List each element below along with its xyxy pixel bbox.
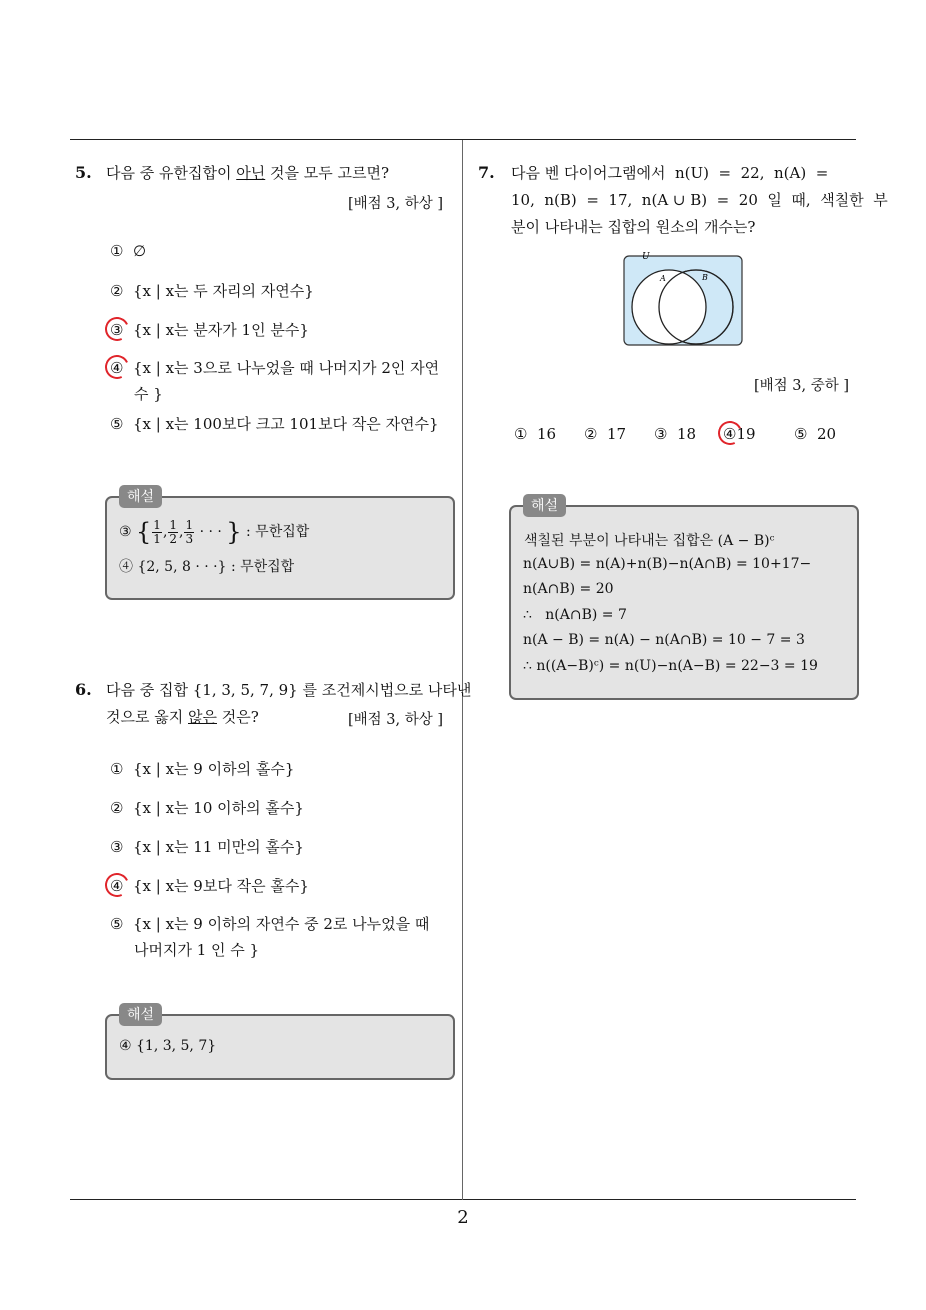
option-number: ④ [110, 359, 124, 377]
fraction-denominator: 3 [185, 531, 194, 546]
option-text: {x | x는 3으로 나누었을 때 나머지가 2인 자연 [133, 359, 440, 377]
option-number: ② [110, 799, 124, 817]
solution-line: n(A∪B) = n(A)+n(B)−n(A∩B) = 10+17− [523, 556, 812, 572]
option-number: ② [584, 425, 598, 443]
option-number: ⑤ [110, 415, 124, 433]
venn-label-b: B [702, 273, 708, 282]
question-number: 6. [75, 680, 92, 699]
option-number: ⑤ [110, 915, 124, 933]
option-text: {x | x는 9 이하의 자연수 중 2로 나누었을 때 [133, 915, 430, 933]
fraction-numerator: 1 [185, 517, 194, 532]
option-text: {x | x는 9 이하의 홀수} [133, 760, 295, 778]
question-text [106, 704, 259, 731]
venn-diagram [622, 250, 746, 348]
option-number: ④ [723, 425, 737, 443]
option-3[interactable] [110, 834, 304, 860]
option-2[interactable] [110, 278, 314, 304]
solution-line: ∴ n(A∩B) = 7 [523, 607, 627, 623]
option-number: ④ [110, 877, 124, 895]
score-label: [배점 3, 하상 ] [348, 196, 444, 212]
option-text: 17 [607, 425, 627, 443]
option-5[interactable] [110, 411, 439, 437]
option-number: ① [110, 242, 124, 260]
question-text: 10, n(B) = 17, n(A ∪ B) = 20 일 때, 색칠한 부 [511, 191, 888, 209]
option-2[interactable] [110, 795, 304, 821]
solution-line: ④ {1, 3, 5, 7} [119, 1038, 217, 1054]
option-text: {x | x는 10 이하의 홀수} [133, 799, 304, 817]
fraction-denominator: 2 [169, 531, 178, 546]
option-text: 수 } [134, 385, 163, 403]
option-number: ① [514, 425, 528, 443]
solution-line: ∴ n((A−B)ᶜ) = n(U)−n(A−B) = 22−3 = 19 [523, 658, 818, 674]
option-text: {x | x는 두 자리의 자연수} [133, 282, 314, 300]
option-text: {x | x는 분자가 1인 분수} [133, 321, 309, 339]
question-text: 분이 나타내는 집합의 원소의 개수는? [511, 218, 756, 236]
option-text: 나머지가 1 인 수 } [134, 941, 260, 959]
option-4[interactable] [110, 355, 439, 381]
page-number: 2 [457, 1207, 469, 1228]
solution-line: n(A − B) = n(A) − n(A∩B) = 10 − 7 = 3 [523, 632, 805, 648]
solution-box [105, 1007, 455, 1080]
question-text-part: 것으로 옳지 [106, 708, 188, 726]
option-text: 16 [537, 425, 557, 443]
score-label: [배점 3, 중하 ] [754, 378, 850, 394]
option-1[interactable] [110, 756, 294, 782]
solution-text: : 무한집합 [241, 524, 310, 540]
venn-label-u: U [642, 252, 650, 262]
solution-tag: 해설 [119, 485, 162, 508]
option-5[interactable] [110, 911, 429, 937]
fraction [168, 519, 178, 546]
option-4[interactable] [110, 873, 309, 899]
question-text-part: 것은? [216, 708, 259, 726]
option-2[interactable] [584, 421, 626, 447]
question-text-underlined: 않은 [188, 708, 217, 726]
fraction-numerator: 1 [169, 517, 178, 532]
bottom-rule [70, 1199, 856, 1200]
solution-tag: 해설 [523, 494, 566, 517]
option-3[interactable] [654, 421, 696, 447]
question-text-part: 다음 중 유한집합이 [106, 164, 237, 182]
option-text: {x | x는 9보다 작은 홀수} [133, 877, 309, 895]
option-number: ① [110, 760, 124, 778]
option-1[interactable] [514, 421, 556, 447]
option-number: ③ [110, 838, 124, 856]
question-text: 다음 중 집합 {1, 3, 5, 7, 9} 를 조건제시법으로 나타낸 [106, 681, 472, 699]
option-1[interactable] [110, 238, 146, 264]
solution-line: 색칠된 부분이 나타내는 집합은 (A − B)ᶜ [524, 533, 775, 549]
fraction-denominator: 1 [153, 531, 161, 546]
option-text: 18 [677, 425, 697, 443]
option-number: ② [110, 282, 124, 300]
question-number: 5. [75, 163, 92, 182]
question-text [106, 160, 389, 187]
solution-line: n(A∩B) = 20 [523, 581, 614, 597]
column-divider [462, 140, 463, 1200]
fraction-numerator: 1 [153, 517, 161, 532]
option-text: 20 [817, 425, 837, 443]
option-text: {x | x는 100보다 크고 101보다 작은 자연수} [133, 415, 439, 433]
fraction [152, 519, 162, 546]
score-label: [배점 3, 하상 ] [348, 712, 444, 728]
option-3[interactable] [110, 317, 309, 343]
brace: } [226, 518, 242, 546]
question-text: 다음 벤 다이어그램에서 n(U) = 22, n(A) = [511, 164, 829, 182]
question-text-part: 것을 모두 고르면? [265, 164, 389, 182]
option-4-continued [134, 381, 163, 407]
question-number: 7. [478, 163, 495, 182]
option-number: ⑤ [794, 425, 808, 443]
solution-line: ③ { $\frac{1}{1}$ , $\frac{1}{2}$ , $\frac{1}{3}$ · · · } : 무한집합 [119, 517, 310, 546]
option-5-continued [134, 937, 259, 963]
solution-box [105, 489, 455, 600]
option-text: {x | x는 11 미만의 홀수} [133, 838, 304, 856]
solution-text: ③ [119, 524, 132, 540]
option-text: 19 [736, 425, 756, 443]
option-5[interactable] [794, 421, 836, 447]
option-number: ③ [654, 425, 668, 443]
top-rule [70, 139, 856, 140]
option-number: ③ [110, 321, 124, 339]
question-text-underlined: 아닌 [236, 164, 266, 182]
solution-box [509, 498, 859, 700]
fraction [184, 519, 194, 546]
solution-line: ④ {2, 5, 8 · · ·} : 무한집합 [119, 559, 295, 575]
venn-label-a: A [660, 274, 666, 283]
solution-tag: 해설 [119, 1003, 162, 1026]
brace: { [136, 518, 152, 546]
option-text: ∅ [133, 242, 147, 260]
